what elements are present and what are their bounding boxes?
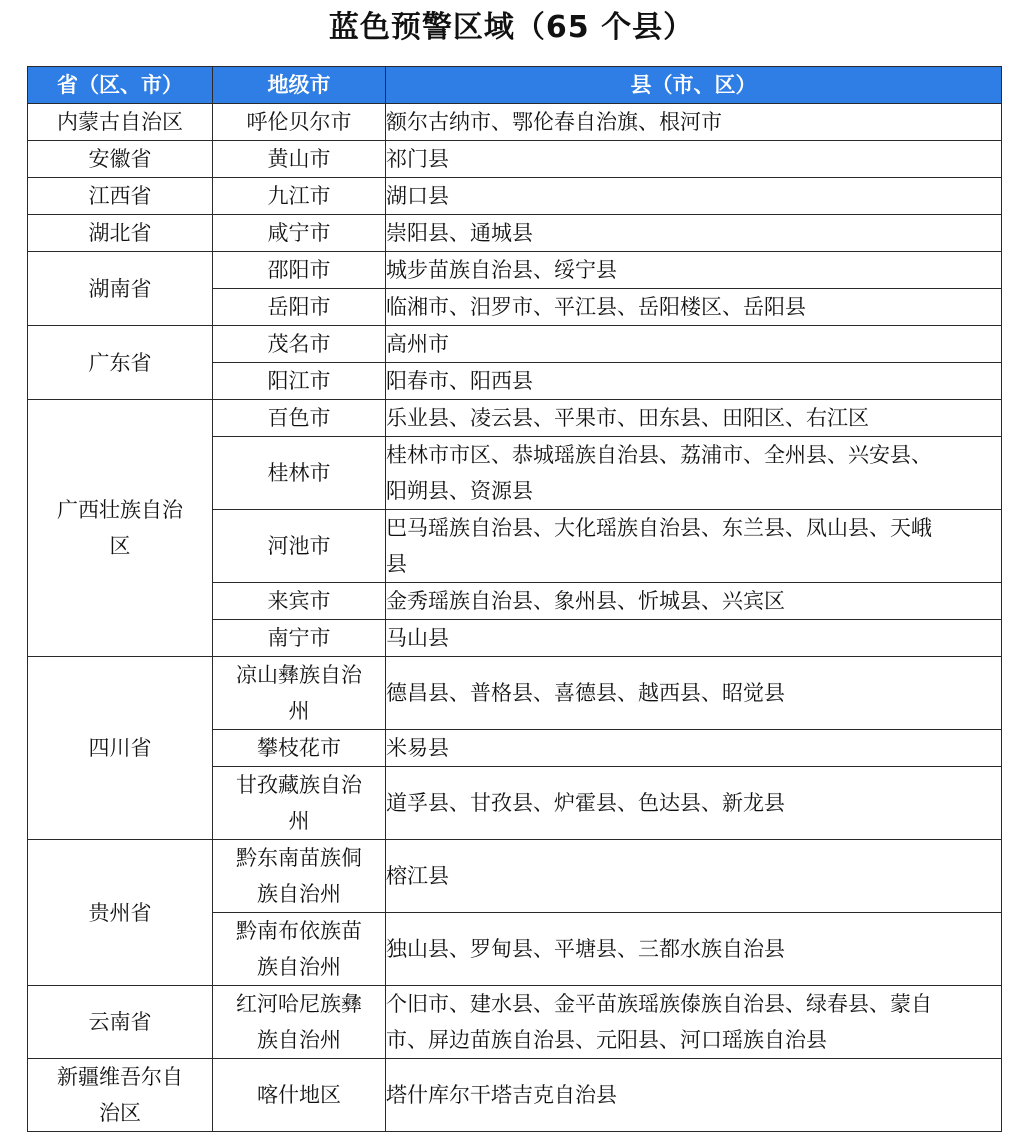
counties-line: 桂林市市区、恭城瑶族自治县、荔浦市、全州县、兴安县、	[386, 443, 932, 467]
counties-cell	[386, 510, 1002, 583]
province-cell: 湖北省	[28, 215, 213, 252]
city-cell: 南宁市	[213, 620, 386, 657]
province-cell: 江西省	[28, 178, 213, 215]
counties-cell: 阳春市、阳西县	[386, 363, 1002, 400]
province-cell: 四川省	[28, 657, 213, 840]
city-line: 红河哈尼族彝	[236, 992, 362, 1016]
city-cell	[213, 767, 386, 840]
city-cell: 茂名市	[213, 326, 386, 363]
table-row	[28, 840, 1002, 913]
counties-cell: 高州市	[386, 326, 1002, 363]
province-line: 区	[109, 534, 131, 558]
city-line: 族自治州	[257, 1028, 341, 1052]
city-cell: 桂林市	[213, 437, 386, 510]
counties-cell: 祁门县	[386, 141, 1002, 178]
header-province: 省（区、市）	[28, 67, 213, 104]
province-cell: 广东省	[28, 326, 213, 400]
table-row	[28, 252, 1002, 289]
table-header-row	[28, 67, 1002, 104]
table-row	[28, 1059, 1002, 1132]
counties-line: 个旧市、建水县、金平苗族瑶族傣族自治县、绿春县、蒙自	[386, 992, 932, 1016]
counties-line: 阳朔县、资源县	[386, 479, 533, 503]
counties-cell: 临湘市、汨罗市、平江县、岳阳楼区、岳阳县	[386, 289, 1002, 326]
city-line: 族自治州	[257, 882, 341, 906]
table-row	[28, 986, 1002, 1059]
city-cell: 阳江市	[213, 363, 386, 400]
city-cell: 邵阳市	[213, 252, 386, 289]
province-cell: 贵州省	[28, 840, 213, 986]
province-line: 新疆维吾尔自	[57, 1065, 183, 1089]
counties-cell: 金秀瑶族自治县、象州县、忻城县、兴宾区	[386, 583, 1002, 620]
province-cell	[28, 1059, 213, 1132]
province-line: 治区	[99, 1101, 141, 1125]
table-row	[28, 657, 1002, 730]
counties-cell: 独山县、罗甸县、平塘县、三都水族自治县	[386, 913, 1002, 986]
city-line: 黔东南苗族侗	[236, 846, 362, 870]
counties-cell: 米易县	[386, 730, 1002, 767]
counties-cell: 榕江县	[386, 840, 1002, 913]
city-cell: 黄山市	[213, 141, 386, 178]
counties-cell: 乐业县、凌云县、平果市、田东县、田阳区、右江区	[386, 400, 1002, 437]
counties-cell: 德昌县、普格县、喜德县、越西县、昭觉县	[386, 657, 1002, 730]
table-row	[28, 104, 1002, 141]
city-cell: 百色市	[213, 400, 386, 437]
city-line: 族自治州	[257, 955, 341, 979]
city-cell	[213, 657, 386, 730]
province-cell: 湖南省	[28, 252, 213, 326]
counties-cell: 湖口县	[386, 178, 1002, 215]
province-cell: 内蒙古自治区	[28, 104, 213, 141]
counties-cell: 塔什库尔干塔吉克自治县	[386, 1059, 1002, 1132]
city-cell: 咸宁市	[213, 215, 386, 252]
header-counties: 县（市、区）	[386, 67, 1002, 104]
city-line: 黔南布依族苗	[236, 919, 362, 943]
city-cell	[213, 840, 386, 913]
city-cell: 九江市	[213, 178, 386, 215]
city-line: 州	[288, 699, 310, 723]
counties-cell: 额尔古纳市、鄂伦春自治旗、根河市	[386, 104, 1002, 141]
counties-line: 市、屏边苗族自治县、元阳县、河口瑶族自治县	[386, 1028, 827, 1052]
page-title: 蓝色预警区域（65 个县）	[328, 10, 695, 45]
province-cell: 云南省	[28, 986, 213, 1059]
city-cell	[213, 913, 386, 986]
city-cell: 呼伦贝尔市	[213, 104, 386, 141]
city-cell	[213, 986, 386, 1059]
counties-cell: 道孚县、甘孜县、炉霍县、色达县、新龙县	[386, 767, 1002, 840]
city-cell: 喀什地区	[213, 1059, 386, 1132]
province-line: 广西壮族自治	[57, 498, 183, 522]
counties-cell: 崇阳县、通城县	[386, 215, 1002, 252]
table-row	[28, 215, 1002, 252]
province-cell: 安徽省	[28, 141, 213, 178]
city-line: 州	[288, 809, 310, 833]
counties-line: 巴马瑶族自治县、大化瑶族自治县、东兰县、凤山县、天峨	[386, 516, 932, 540]
table-row	[28, 400, 1002, 437]
city-cell: 来宾市	[213, 583, 386, 620]
province-cell	[28, 400, 213, 657]
city-cell: 攀枝花市	[213, 730, 386, 767]
counties-cell	[386, 986, 1002, 1059]
counties-cell: 城步苗族自治县、绥宁县	[386, 252, 1002, 289]
warning-table	[27, 66, 1002, 1132]
table-row	[28, 141, 1002, 178]
city-line: 凉山彝族自治	[236, 663, 362, 687]
city-cell: 河池市	[213, 510, 386, 583]
table-row	[28, 326, 1002, 363]
city-line: 甘孜藏族自治	[236, 773, 362, 797]
counties-line: 县	[386, 552, 407, 576]
header-city: 地级市	[213, 67, 386, 104]
counties-cell: 马山县	[386, 620, 1002, 657]
counties-cell	[386, 437, 1002, 510]
table-row	[28, 178, 1002, 215]
city-cell: 岳阳市	[213, 289, 386, 326]
